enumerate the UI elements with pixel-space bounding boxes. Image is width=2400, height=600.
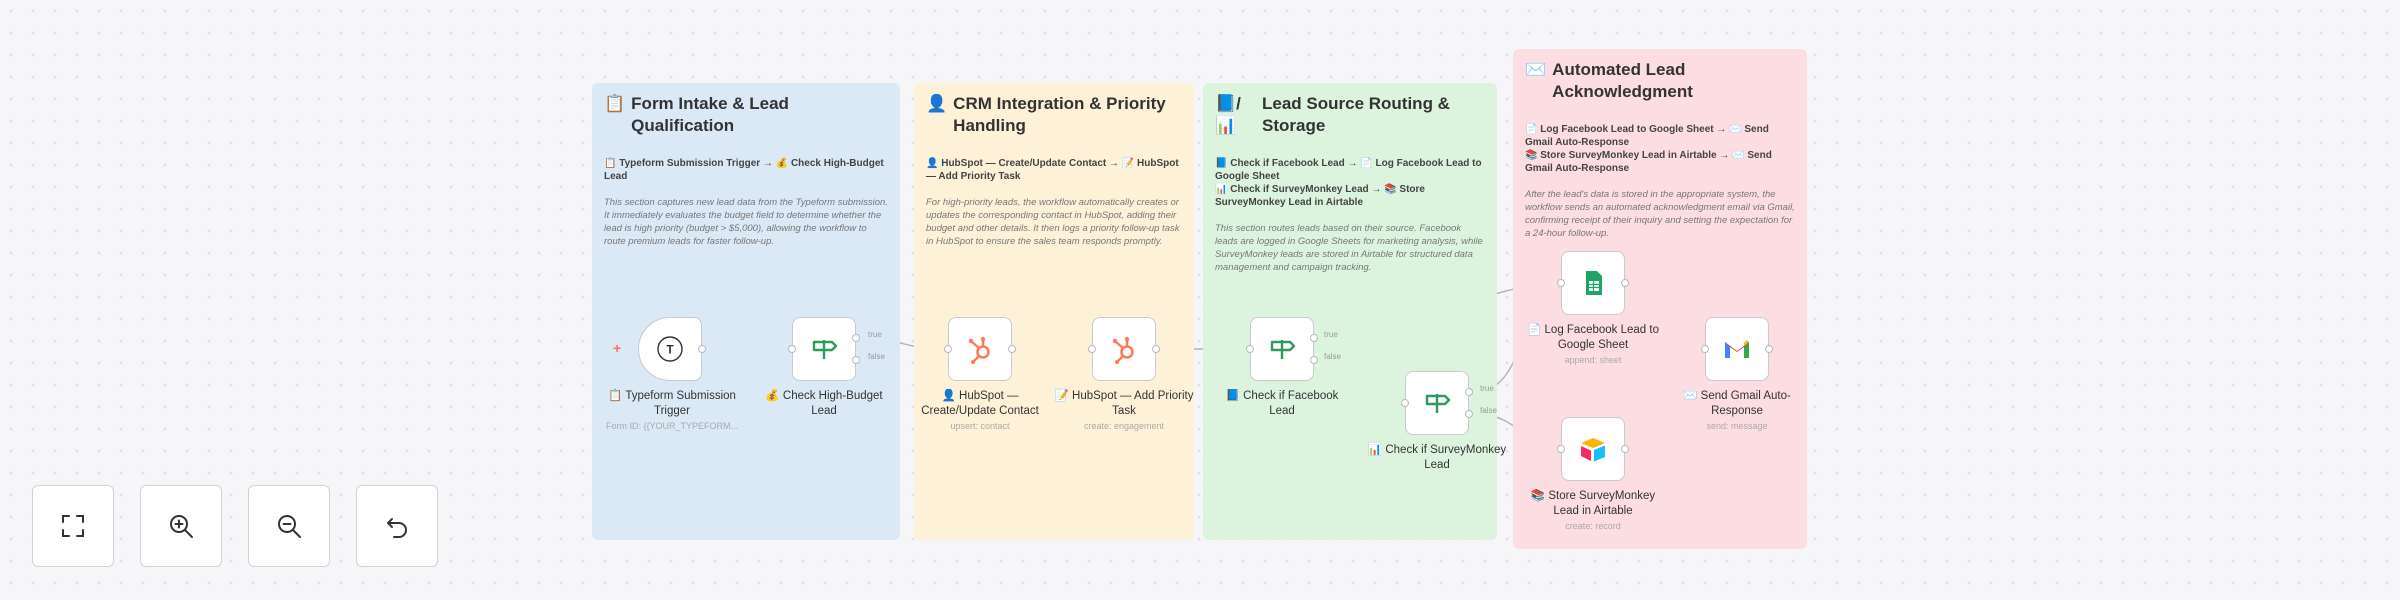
- fit-view-button[interactable]: [32, 485, 114, 567]
- hubspot-icon: [963, 332, 997, 366]
- section-subtitle: 👤 HubSpot — Create/Update Contact → 📝 HubSpot — Add Priority Task: [926, 158, 1179, 183]
- sticky-form-intake[interactable]: [592, 83, 900, 540]
- section-subtitle: 📄 Log Facebook Lead to Google Sheet → ✉️ Send Gmail Auto-Response 📚 Store SurveyMonkey Lead in Airtable → ✉️ Send Gmail Auto-Response: [1525, 124, 1772, 175]
- if-branch-icon: [1265, 332, 1299, 366]
- google-sheets-icon: [1578, 268, 1608, 298]
- reset-icon: [382, 511, 412, 541]
- zoom-in-icon: [166, 511, 196, 541]
- person-icon: 👤: [926, 94, 948, 113]
- node-hubspot-add-task[interactable]: [1092, 317, 1156, 381]
- clipboard-icon: 📋: [604, 94, 626, 113]
- section-description: After the lead's data is stored in the appropriate system, the workflow sends an automated acknowledgment email via Gmail, confirming receipt of their inquiry and setting the expectation for a 24-hour follow-up.: [1525, 189, 1795, 239]
- node-label: 📄 Log Facebook Lead to Google Sheet append: sheet: [1527, 324, 1659, 365]
- hubspot-icon: [1107, 332, 1141, 366]
- edge-label-false: false: [1480, 406, 1497, 415]
- node-label: 📘 Check if Facebook Lead: [1225, 390, 1339, 417]
- section-title: 📋 Form Intake & Lead Qualification: [604, 93, 888, 137]
- node-label: 📋 Typeform Submission Trigger Form ID: {{YOUR_TYPEFORM...: [605, 390, 739, 431]
- zoom-out-icon: [274, 511, 304, 541]
- node-gmail[interactable]: [1705, 317, 1769, 381]
- if-branch-icon: [807, 332, 841, 366]
- edge-label-true: true: [1324, 330, 1338, 339]
- gmail-icon: [1721, 333, 1753, 365]
- zoom-out-button[interactable]: [248, 485, 330, 567]
- node-airtable[interactable]: [1561, 417, 1625, 481]
- node-label: ✉️ Send Gmail Auto-Response send: message: [1683, 390, 1791, 431]
- edge-label-true: true: [1480, 384, 1494, 393]
- airtable-icon: [1578, 434, 1608, 464]
- if-branch-icon: [1420, 386, 1454, 420]
- node-label: 💰 Check High-Budget Lead: [765, 390, 883, 417]
- section-description: For high-priority leads, the workflow automatically creates or updates the corresponding contact in HubSpot, adding their budget and other details. It then logs a priority follow-up task in HubSpot to ensure the sales team responds promptly.: [926, 197, 1180, 247]
- edge-label-false: false: [868, 352, 885, 361]
- node-google-sheets[interactable]: [1561, 251, 1625, 315]
- node-check-high-budget[interactable]: [792, 317, 856, 381]
- section-subtitle: 📘 Check if Facebook Lead → 📄 Log Facebook Lead to Google Sheet 📊 Check if SurveyMonkey Lead → 📚 Store SurveyMonkey Lead in Airtable: [1215, 158, 1482, 209]
- typeform-icon: [655, 334, 685, 364]
- reset-zoom-button[interactable]: [356, 485, 438, 567]
- sticky-lead-acknowledgment[interactable]: [1513, 49, 1807, 549]
- section-title: ✉️ Automated Lead Acknowledgment: [1525, 59, 1795, 103]
- fit-view-icon: [58, 511, 88, 541]
- section-title: 📘/📊 Lead Source Routing & Storage: [1215, 93, 1485, 137]
- node-label: 📝 HubSpot — Add Priority Task create: engagement: [1054, 390, 1194, 431]
- node-label: 📊 Check if SurveyMonkey Lead: [1367, 444, 1507, 471]
- sticky-crm-integration[interactable]: [914, 83, 1194, 540]
- node-check-surveymonkey-lead[interactable]: [1405, 371, 1469, 435]
- add-node-plus-icon[interactable]: +: [613, 340, 622, 356]
- node-label: 👤 HubSpot — Create/Update Contact upsert: contact: [921, 390, 1039, 431]
- node-hubspot-create-contact[interactable]: [948, 317, 1012, 381]
- node-typeform-trigger[interactable]: [638, 317, 702, 381]
- svg-text:T: T: [666, 342, 674, 357]
- section-description: This section captures new lead data from the Typeform submission. It immediately evaluates the budget field to determine whether the lead is high priority (budget > $5,000), allowing the workflow to route premium leads for faster follow-up.: [604, 197, 888, 247]
- book-chart-icon: 📘/📊: [1215, 94, 1241, 136]
- envelope-icon: ✉️: [1525, 60, 1547, 79]
- edge-label-true: true: [868, 330, 882, 339]
- section-description: This section routes leads based on their source. Facebook leads are logged in Google Sheets for marketing analysis, while SurveyMonkey leads are stored in Airtable for structured data management and campaign tracking.: [1215, 223, 1483, 273]
- zoom-in-button[interactable]: [140, 485, 222, 567]
- section-subtitle: 📋 Typeform Submission Trigger → 💰 Check High-Budget Lead: [604, 158, 884, 183]
- edge-label-false: false: [1324, 352, 1341, 361]
- section-title: 👤 CRM Integration & Priority Handling: [926, 93, 1182, 137]
- node-label: 📚 Store SurveyMonkey Lead in Airtable create: record: [1530, 490, 1656, 531]
- node-check-facebook-lead[interactable]: [1250, 317, 1314, 381]
